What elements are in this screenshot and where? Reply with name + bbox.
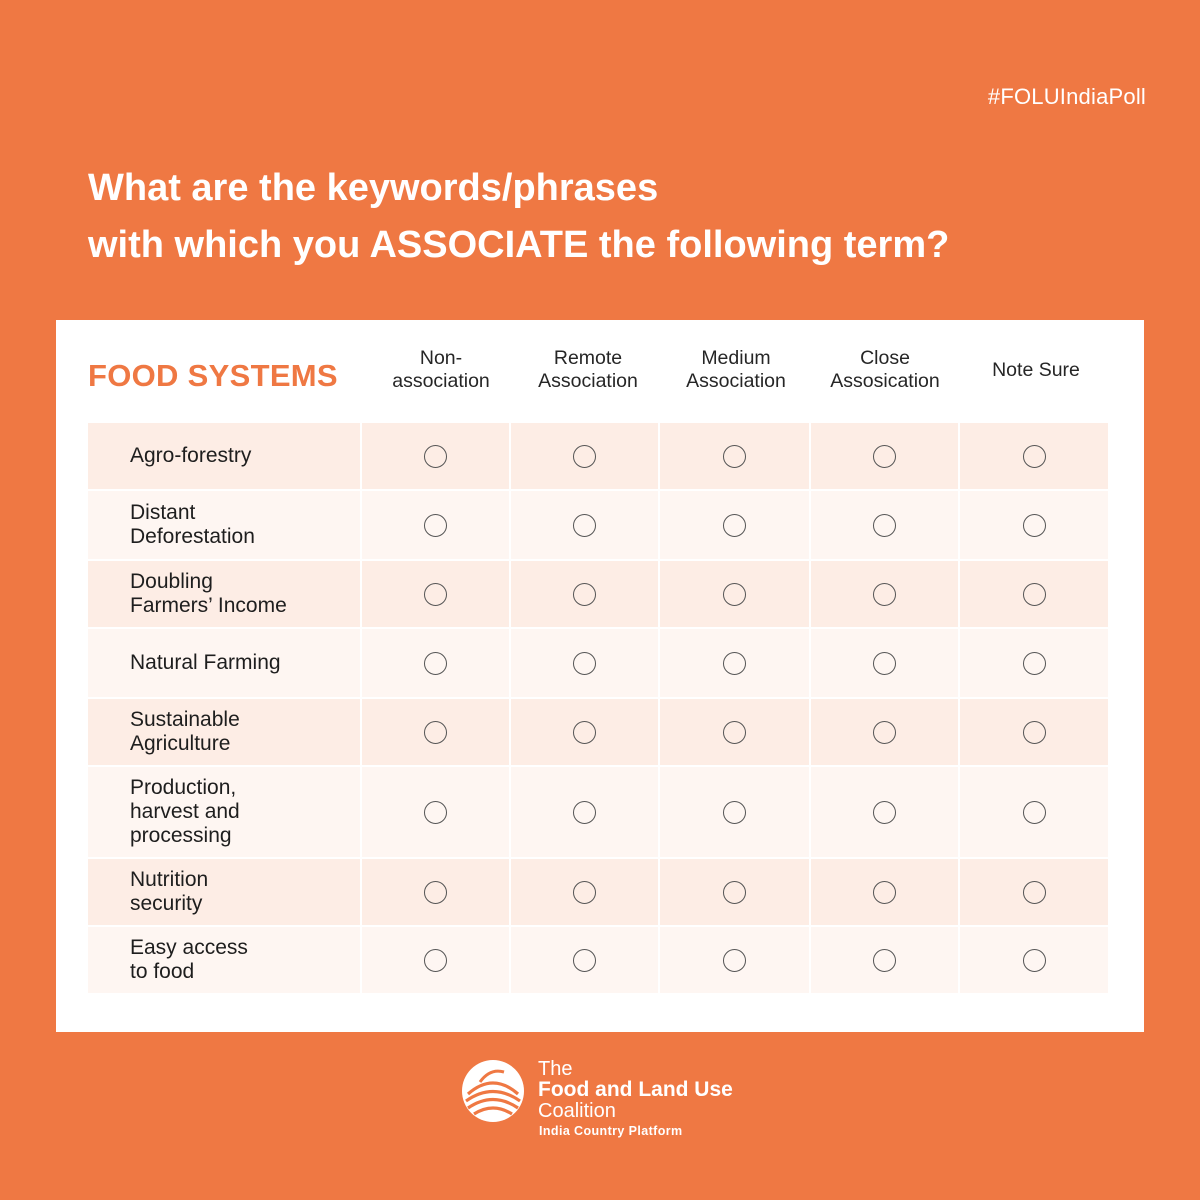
option-cell[interactable] (362, 859, 509, 925)
column-header-line: Medium (701, 347, 771, 369)
row-label-line: Sustainable (130, 708, 240, 731)
radio-button-row-4-col-4[interactable] (1023, 721, 1046, 744)
option-cell[interactable] (511, 699, 658, 765)
radio-button-row-2-col-1[interactable] (573, 583, 596, 606)
radio-button-row-4-col-0[interactable] (424, 721, 447, 744)
option-cell[interactable] (362, 423, 509, 489)
column-header-text (830, 347, 939, 393)
option-cell[interactable] (660, 859, 809, 925)
radio-button-row-4-col-2[interactable] (723, 721, 746, 744)
brand-line-1: The (538, 1058, 573, 1080)
option-cell[interactable] (660, 629, 809, 697)
radio-button-row-7-col-1[interactable] (573, 949, 596, 972)
radio-button-row-0-col-2[interactable] (723, 445, 746, 468)
column-header-text (686, 347, 786, 393)
option-cell[interactable] (511, 927, 658, 993)
folu-logo-icon (460, 1058, 526, 1124)
brand-line-3: Coalition (538, 1100, 616, 1122)
option-cell[interactable] (511, 491, 658, 559)
radio-button-row-2-col-2[interactable] (723, 583, 746, 606)
option-cell[interactable] (362, 699, 509, 765)
brand-line-4: India Country Platform (539, 1124, 683, 1138)
radio-button-row-0-col-3[interactable] (873, 445, 896, 468)
radio-button-row-3-col-3[interactable] (873, 652, 896, 675)
radio-button-row-2-col-3[interactable] (873, 583, 896, 606)
radio-button-row-1-col-2[interactable] (723, 514, 746, 537)
row-label (88, 561, 360, 627)
row-label-text (130, 570, 287, 618)
radio-button-row-5-col-1[interactable] (573, 801, 596, 824)
option-cell[interactable] (362, 491, 509, 559)
row-label (88, 629, 360, 697)
option-cell[interactable] (511, 859, 658, 925)
option-cell[interactable] (960, 767, 1108, 857)
radio-button-row-5-col-0[interactable] (424, 801, 447, 824)
radio-button-row-2-col-4[interactable] (1023, 583, 1046, 606)
column-header-line: Non- (419, 347, 463, 369)
option-cell[interactable] (660, 927, 809, 993)
row-label-line: Easy access (130, 936, 248, 959)
row-label-line: to food (130, 960, 195, 983)
row-label-line: Deforestation (130, 525, 255, 548)
option-cell[interactable] (660, 423, 809, 489)
radio-button-row-1-col-1[interactable] (573, 514, 596, 537)
row-label-line: Agro-forestry (130, 444, 252, 467)
option-cell[interactable] (362, 927, 509, 993)
radio-button-row-7-col-2[interactable] (723, 949, 746, 972)
radio-button-row-0-col-1[interactable] (573, 445, 596, 468)
row-label (88, 491, 360, 559)
poll-rows (88, 423, 1110, 995)
column-header-line: association (392, 370, 490, 392)
option-cell[interactable] (362, 767, 509, 857)
table-row (88, 561, 1110, 627)
option-cell[interactable] (660, 561, 809, 627)
table-row (88, 927, 1110, 993)
option-cell[interactable] (362, 629, 509, 697)
radio-button-row-0-col-4[interactable] (1023, 445, 1046, 468)
row-label-line: Agriculture (130, 732, 231, 755)
option-cell[interactable] (960, 927, 1108, 993)
row-label-text (130, 651, 281, 675)
option-cell[interactable] (811, 859, 958, 925)
column-header-4 (956, 320, 1116, 420)
column-header-line: Remote (553, 347, 623, 369)
column-header-2 (656, 320, 816, 420)
column-header-text (392, 347, 490, 393)
question-line-1: What are the keywords/phrases (88, 167, 659, 209)
column-header-text (538, 347, 638, 393)
option-cell[interactable] (660, 699, 809, 765)
row-label-text (130, 501, 255, 549)
radio-button-row-3-col-4[interactable] (1023, 652, 1046, 675)
poll-header (88, 320, 1110, 420)
row-label (88, 699, 360, 765)
radio-button-row-7-col-3[interactable] (873, 949, 896, 972)
table-row (88, 423, 1110, 489)
column-header-line: Note Sure (992, 358, 1080, 381)
radio-button-row-0-col-0[interactable] (424, 445, 447, 468)
row-label-line: Distant (130, 501, 196, 524)
option-cell[interactable] (811, 767, 958, 857)
column-header-0 (361, 320, 521, 420)
column-header-line: Close (860, 347, 910, 369)
option-cell[interactable] (511, 561, 658, 627)
option-cell[interactable] (811, 699, 958, 765)
option-cell[interactable] (511, 767, 658, 857)
row-label (88, 423, 360, 489)
option-cell[interactable] (811, 423, 958, 489)
option-cell[interactable] (362, 561, 509, 627)
option-cell[interactable] (960, 561, 1108, 627)
table-row (88, 767, 1110, 857)
option-cell[interactable] (811, 561, 958, 627)
row-label-text (130, 444, 251, 468)
radio-button-row-5-col-2[interactable] (723, 801, 746, 824)
hashtag: #FOLUIndiaPoll (987, 84, 1146, 109)
question-heading (88, 160, 1128, 274)
row-label (88, 767, 360, 857)
radio-button-row-7-col-0[interactable] (424, 949, 447, 972)
option-cell[interactable] (660, 767, 809, 857)
option-cell[interactable] (960, 491, 1108, 559)
brand-line-2: Food and Land Use (538, 1078, 733, 1101)
radio-button-row-3-col-1[interactable] (573, 652, 596, 675)
row-label-text (130, 708, 240, 756)
row-label-text (130, 936, 248, 984)
question-line-2: with which you ASSOCIATE the following term? (88, 224, 950, 266)
row-label-line: harvest and (130, 800, 240, 823)
option-cell[interactable] (660, 491, 809, 559)
row-label-line: security (130, 892, 203, 915)
row-label-line: Natural Farming (130, 651, 281, 674)
table-row (88, 699, 1110, 765)
radio-button-row-6-col-0[interactable] (424, 881, 447, 904)
row-label-line: Doubling (130, 570, 213, 593)
option-cell[interactable] (960, 699, 1108, 765)
row-label-line: Production, (130, 776, 237, 799)
radio-button-row-3-col-0[interactable] (424, 652, 447, 675)
poll-term: FOOD SYSTEMS (88, 358, 338, 393)
row-label-text (130, 776, 240, 848)
option-cell[interactable] (511, 423, 658, 489)
radio-button-row-6-col-2[interactable] (723, 881, 746, 904)
row-label-text (130, 868, 208, 916)
table-row (88, 491, 1110, 559)
option-cell[interactable] (511, 629, 658, 697)
column-header-line: Association (538, 370, 638, 392)
radio-button-row-6-col-3[interactable] (873, 881, 896, 904)
radio-button-row-1-col-3[interactable] (873, 514, 896, 537)
row-label (88, 859, 360, 925)
row-label (88, 927, 360, 993)
option-cell[interactable] (960, 859, 1108, 925)
radio-button-row-7-col-4[interactable] (1023, 949, 1046, 972)
column-header-text (992, 359, 1080, 382)
footer-brand (460, 1058, 760, 1148)
column-header-line: Assosication (830, 370, 940, 392)
radio-button-row-2-col-0[interactable] (424, 583, 447, 606)
radio-button-row-3-col-2[interactable] (723, 652, 746, 675)
radio-button-row-4-col-3[interactable] (873, 721, 896, 744)
option-cell[interactable] (960, 423, 1108, 489)
row-label-line: Farmers’ Income (130, 594, 287, 617)
radio-button-row-1-col-4[interactable] (1023, 514, 1046, 537)
option-cell[interactable] (811, 927, 958, 993)
radio-button-row-4-col-1[interactable] (573, 721, 596, 744)
row-label-line: processing (130, 824, 232, 847)
option-cell[interactable] (811, 629, 958, 697)
radio-button-row-5-col-3[interactable] (873, 801, 896, 824)
table-row (88, 859, 1110, 925)
poll-card (56, 320, 1144, 1032)
option-cell[interactable] (811, 491, 958, 559)
radio-button-row-6-col-4[interactable] (1023, 881, 1046, 904)
radio-button-row-1-col-0[interactable] (424, 514, 447, 537)
radio-button-row-5-col-4[interactable] (1023, 801, 1046, 824)
radio-button-row-6-col-1[interactable] (573, 881, 596, 904)
row-label-line: Nutrition (130, 868, 209, 891)
column-header-3 (805, 320, 965, 420)
column-header-1 (508, 320, 668, 420)
column-header-line: Association (686, 370, 786, 392)
table-row (88, 629, 1110, 697)
option-cell[interactable] (960, 629, 1108, 697)
